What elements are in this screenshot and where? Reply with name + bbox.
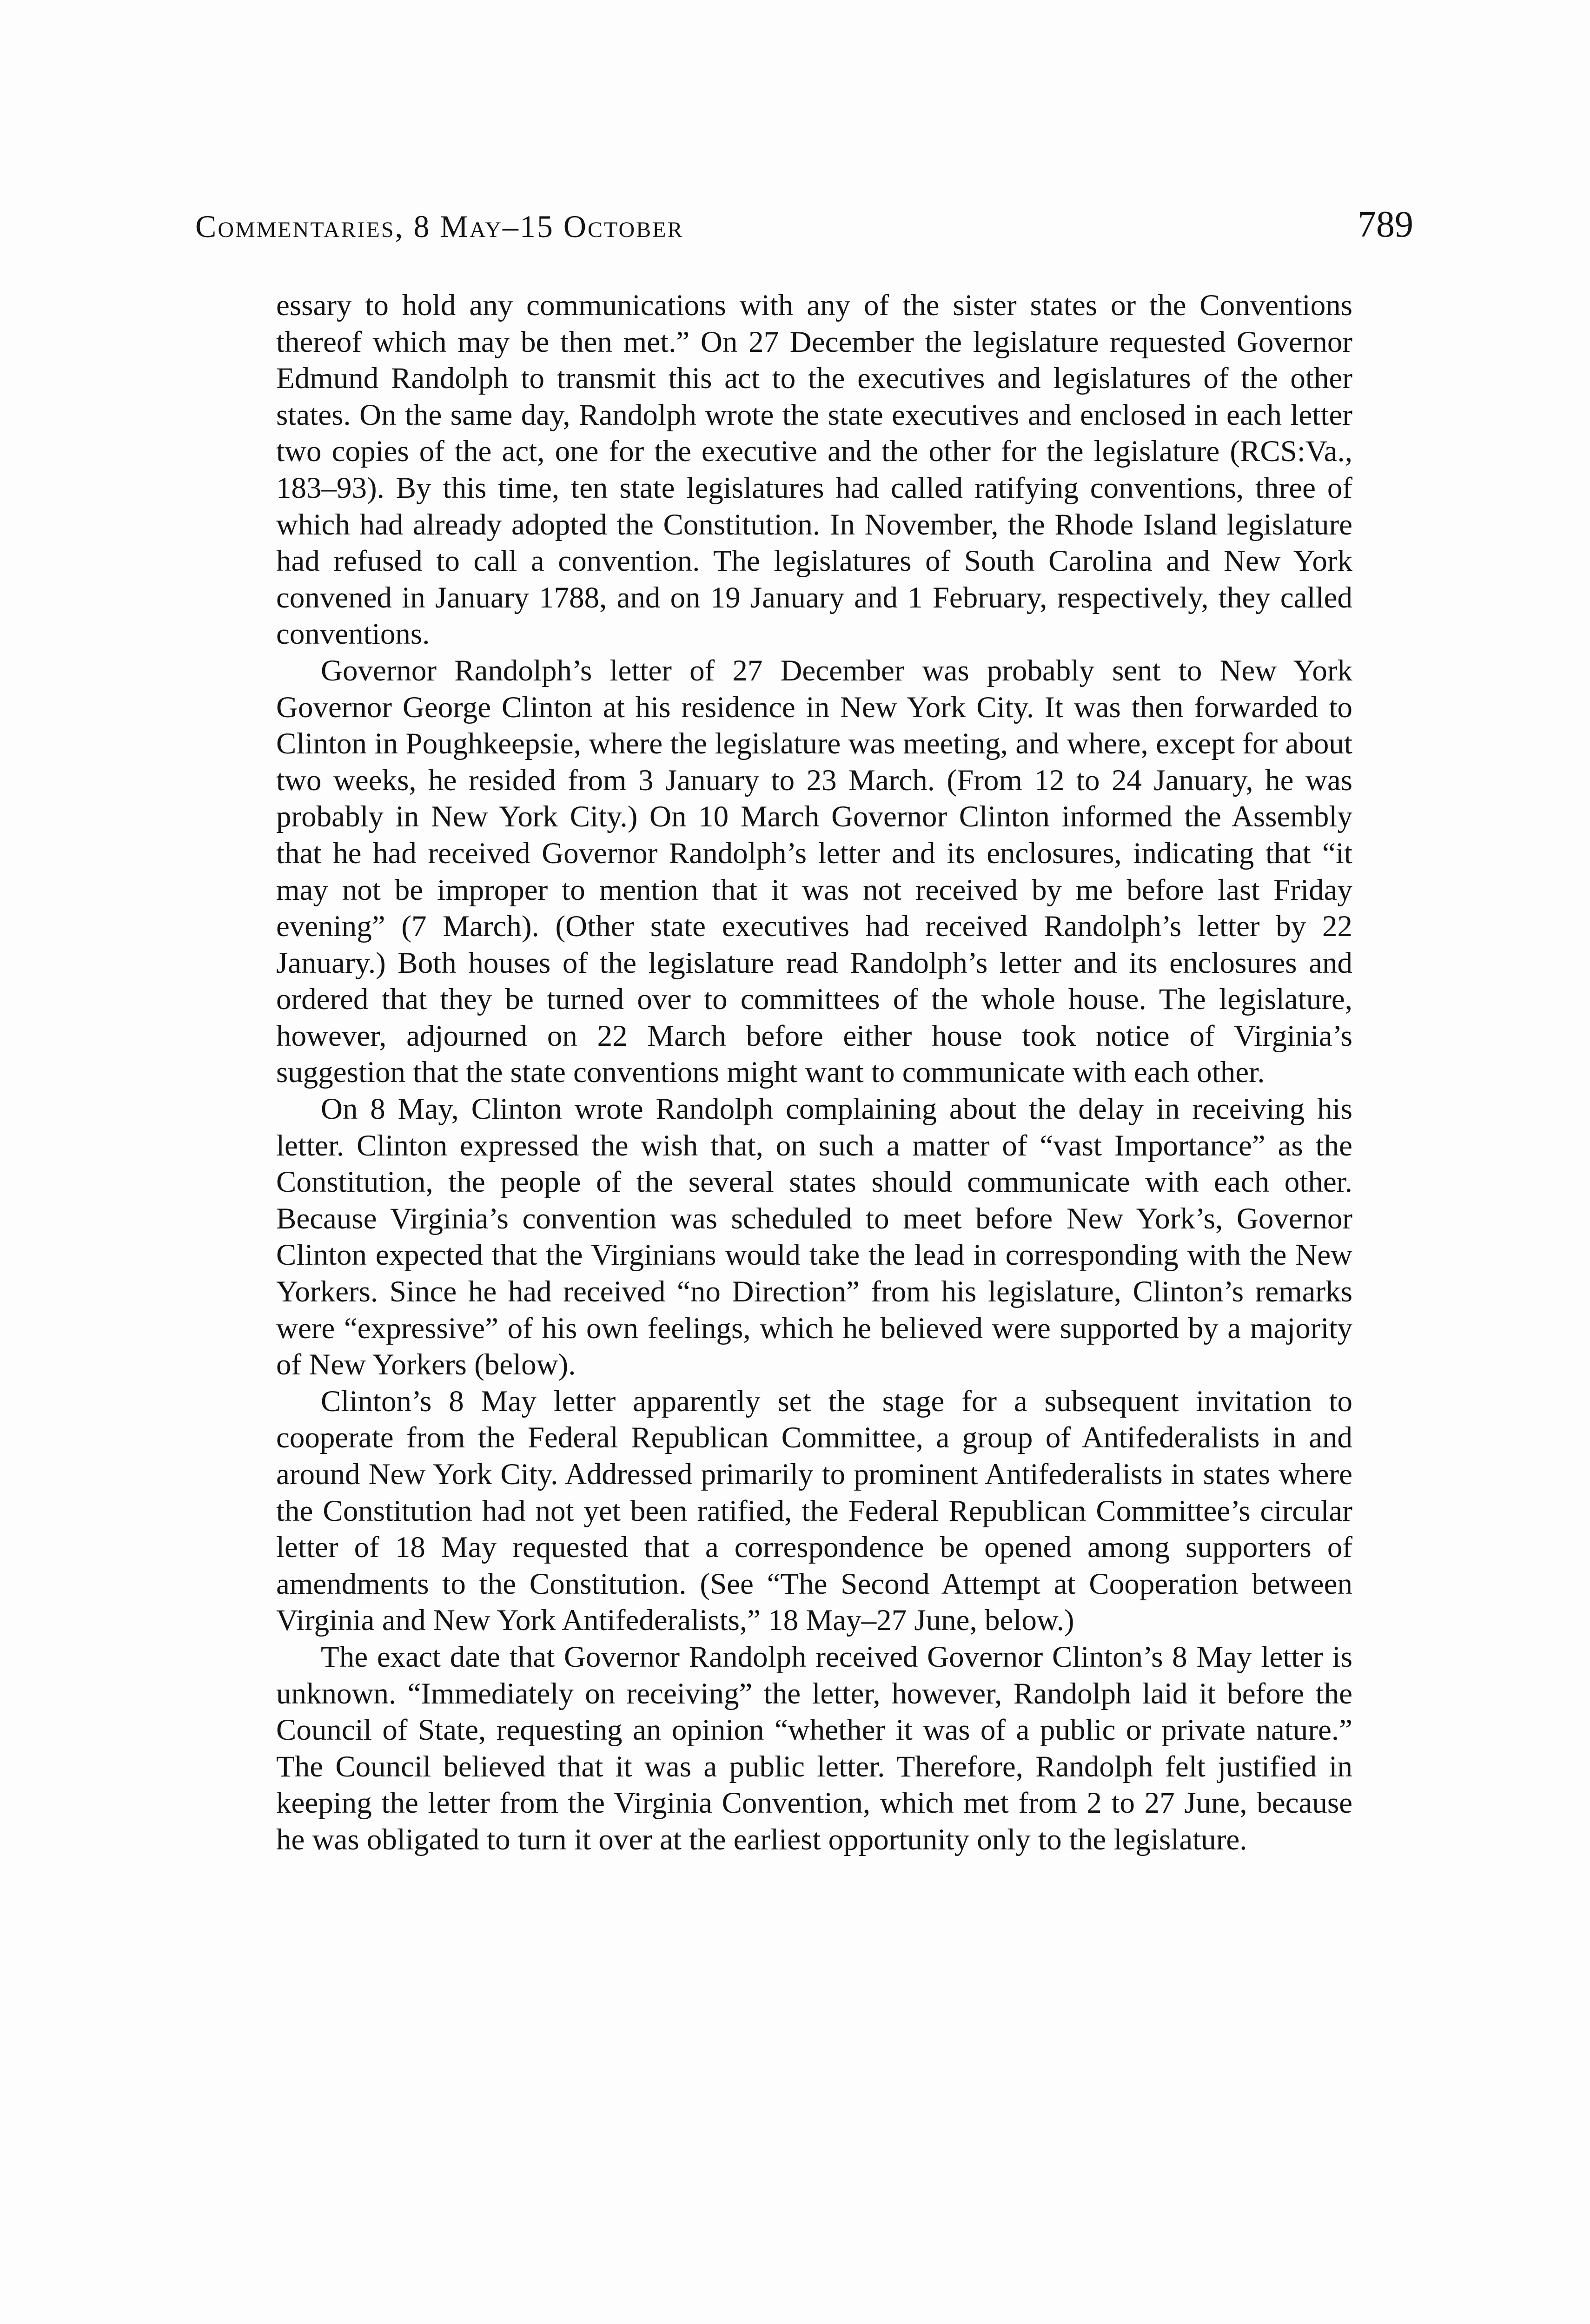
paragraph: The exact date that Governor Randolph received Governor Clinton’s 8 May letter is unknown. “Immediately on receiving” the letter, however, Randolph laid it before the Council of State, requesting an opinion “whether it was of a public or private nature.” The Council believed that it was a public letter. Therefore, Randolph felt justified in keeping the letter from the Virginia Convention, which met from 2 to 27 June, because he was obligated to turn it over at the earliest opportunity only to the legislature. (276, 1640, 1352, 1856)
paragraph: On 8 May, Clinton wrote Randolph complaining about the delay in receiving his letter. Clinton expressed the wish that, on such a matter of “vast Importance” as the Constitution, the people of the several states should communicate with each other. Because Virginia’s convention was scheduled to meet before New York’s, Governor Clinton expected that the Virginians would take the lead in corresponding with the New Yorkers. Since he had received “no Direction” from his legislature, Clinton’s remarks were “expressive” of his own feelings, which he believed were supported by a majority of New Yorkers (below). (276, 1092, 1352, 1382)
page-number: 789 (1358, 204, 1413, 245)
paragraph: Governor Randolph’s letter of 27 December was probably sent to New York Governor George Clinton at his residence in New York City. It was then forwarded to Clinton in Poughkeepsie, where the legislature was meeting, and where, except for about two weeks, he resided from 3 January to 23 March. (From 12 to 24 January, he was probably in New York City.) On 10 March Governor Clinton informed the Assembly that he had received Governor Randolph’s letter and its enclosures, indicating that “it may not be improper to mention that it was not received by me before last Friday evening” (7 March). (Other state executives had received Randolph’s letter by 22 January.) Both houses of the legislature read Randolph’s letter and its enclosures and ordered that they be turned over to committees of the whole house. The legislature, however, adjourned on 22 March before either house took notice of Virginia’s suggestion that the state conventions might want to communicate with each other. (276, 654, 1352, 1089)
paragraph: essary to hold any communications with any of the sister states or the Conventions thereof which may be then met.” On 27 December the legislature requested Governor Edmund Randolph to transmit this act to the executives and legislatures of the other states. On the same day, Randolph wrote the state executives and enclosed in each letter two copies of the act, one for the executive and the other for the legislature (RCS:Va., 183–93). By this time, ten state legislatures had called ratifying conventions, three of which had already adopted the Constitution. In November, the Rhode Island legislature had refused to call a convention. The legislatures of South Carolina and New York convened in January 1788, and on 19 January and 1 February, respectively, they called conventions. (276, 289, 1352, 651)
body-text (276, 287, 1352, 1858)
running-head (195, 204, 1413, 250)
running-title: Commentaries, 8 May–15 October (195, 209, 684, 244)
paragraph: Clinton’s 8 May letter apparently set the stage for a subsequent invitation to cooperate from the Federal Republican Committee, a group of Antifederalists in and around New York City. Addressed primarily to prominent Antifederalists in states where the Constitution had not yet been ratified, the Federal Republican Committee’s circular letter of 18 May requested that a correspondence be opened among supporters of amendments to the Constitution. (See “The Second Attempt at Cooperation between Virginia and New York Antifederalists,” 18 May–27 June, below.) (276, 1384, 1352, 1637)
